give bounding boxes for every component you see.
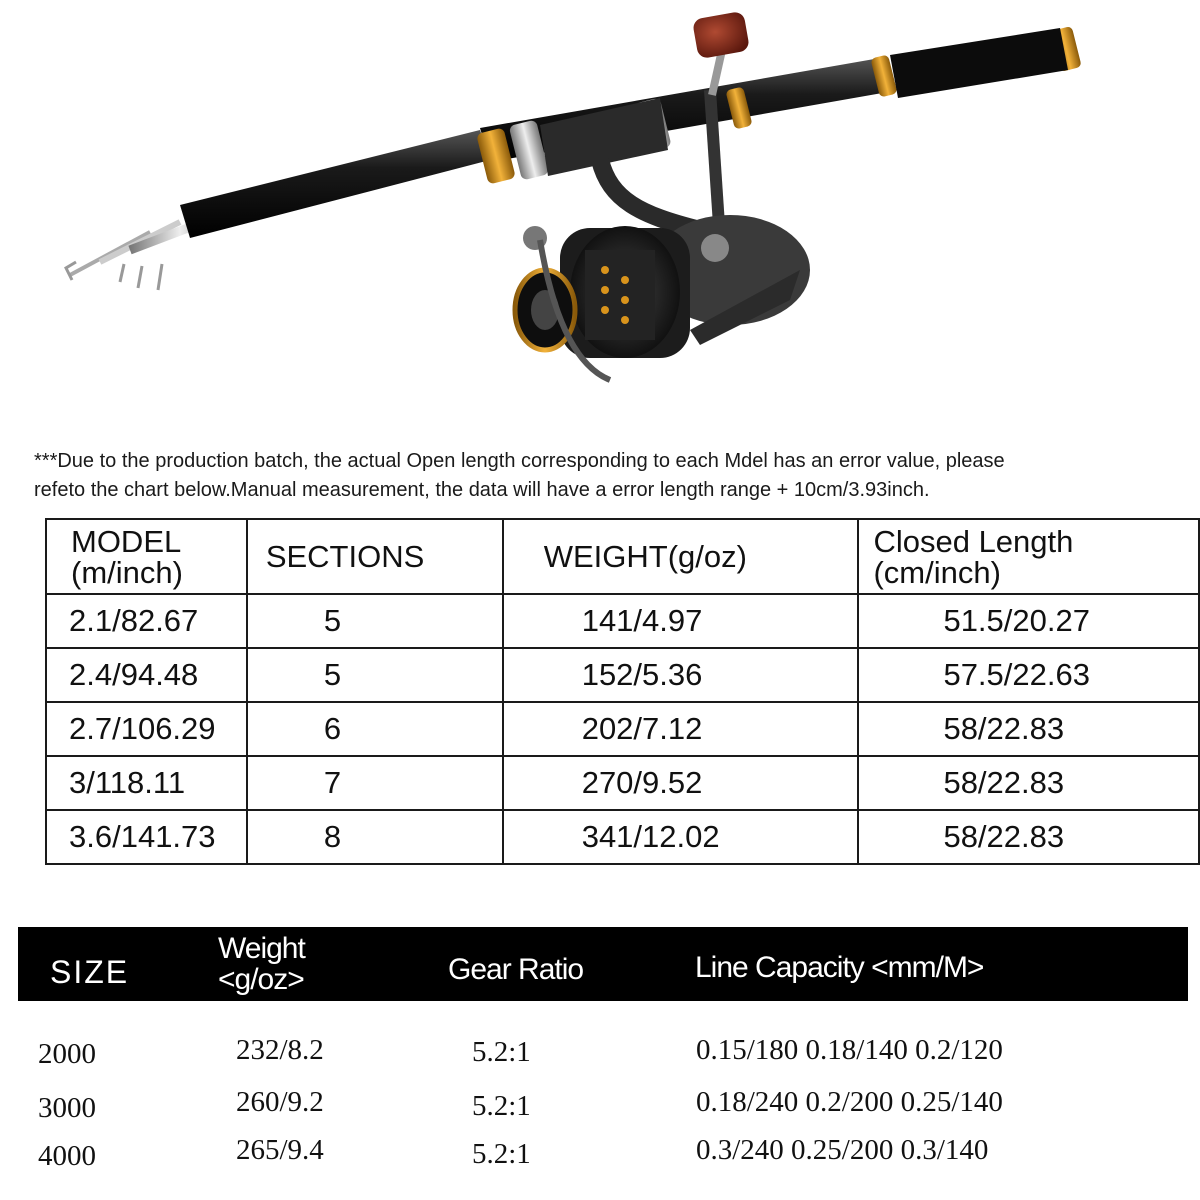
- reel-stem: [600, 160, 700, 230]
- reel-gear-ratio: 5.2:1: [472, 1036, 531, 1068]
- header-closed-length: Closed Length (cm/inch): [858, 519, 1199, 594]
- reel-line-capacity: 0.3/240 0.25/200 0.3/140: [696, 1134, 989, 1166]
- reel-size: 3000: [38, 1092, 96, 1124]
- reel-row: [0, 1134, 1200, 1174]
- reel-size: 4000: [38, 1140, 96, 1172]
- cell-closed-length: 58/22.83: [858, 702, 1199, 756]
- product-photo: [0, 0, 1200, 420]
- cell-sections: 5: [247, 594, 503, 648]
- note-line: refeto the chart below.Manual measurement, the data will have a error length range + 10cm/3.93inch.: [34, 479, 930, 501]
- table-row: [46, 756, 1199, 810]
- table-row: [46, 594, 1199, 648]
- cell-weight: 141/4.97: [503, 594, 859, 648]
- cell-model: 3/118.11: [46, 756, 247, 810]
- cell-model: 2.7/106.29: [46, 702, 247, 756]
- note-line: ***Due to the production batch, the actual Open length corresponding to each Mdel has an error value, please: [34, 450, 1005, 472]
- reel-spec-header: [18, 927, 1188, 1001]
- cell-model: 3.6/141.73: [46, 810, 247, 864]
- table-row: [46, 648, 1199, 702]
- cell-sections: 6: [247, 702, 503, 756]
- table-row: [46, 702, 1199, 756]
- reel-gear-ratio: 5.2:1: [472, 1138, 531, 1170]
- reel-line-capacity: 0.18/240 0.2/200 0.25/140: [696, 1086, 1003, 1118]
- cell-model: 2.4/94.48: [46, 648, 247, 702]
- header-gear-ratio: Gear Ratio: [448, 953, 584, 986]
- header-model: MODEL (m/inch): [46, 519, 247, 594]
- header-reel-weight: Weight <g/oz>: [218, 932, 305, 996]
- reel-row: [0, 1086, 1200, 1126]
- cell-sections: 8: [247, 810, 503, 864]
- header-size: SIZE: [50, 954, 130, 990]
- header-weight: WEIGHT(g/oz): [503, 519, 859, 594]
- spinning-reel: [515, 215, 810, 380]
- cell-sections: 7: [247, 756, 503, 810]
- rod-grip: [890, 28, 1068, 98]
- cell-closed-length: 58/22.83: [858, 810, 1199, 864]
- reel-weight: 265/9.4: [236, 1134, 324, 1166]
- table-row: [46, 810, 1199, 864]
- reel-row: [0, 1034, 1200, 1074]
- header-sections: SECTIONS: [247, 519, 503, 594]
- reel-line-capacity: 0.15/180 0.18/140 0.2/120: [696, 1034, 1003, 1066]
- cell-closed-length: 57.5/22.63: [858, 648, 1199, 702]
- cell-weight: 152/5.36: [503, 648, 859, 702]
- header-line-capacity: Line Capacity <mm/M>: [695, 951, 984, 984]
- cell-weight: 202/7.12: [503, 702, 859, 756]
- table-header-row: [46, 519, 1199, 594]
- cell-closed-length: 51.5/20.27: [858, 594, 1199, 648]
- measurement-note: [34, 447, 1184, 505]
- reel-gear-ratio: 5.2:1: [472, 1090, 531, 1122]
- cell-weight: 341/12.02: [503, 810, 859, 864]
- cell-weight: 270/9.52: [503, 756, 859, 810]
- reel-weight: 260/9.2: [236, 1086, 324, 1118]
- cell-closed-length: 58/22.83: [858, 756, 1199, 810]
- cell-sections: 5: [247, 648, 503, 702]
- reel-weight: 232/8.2: [236, 1034, 324, 1066]
- reel-size: 2000: [38, 1038, 96, 1070]
- cell-model: 2.1/82.67: [46, 594, 247, 648]
- rod-spec-table: [45, 518, 1200, 865]
